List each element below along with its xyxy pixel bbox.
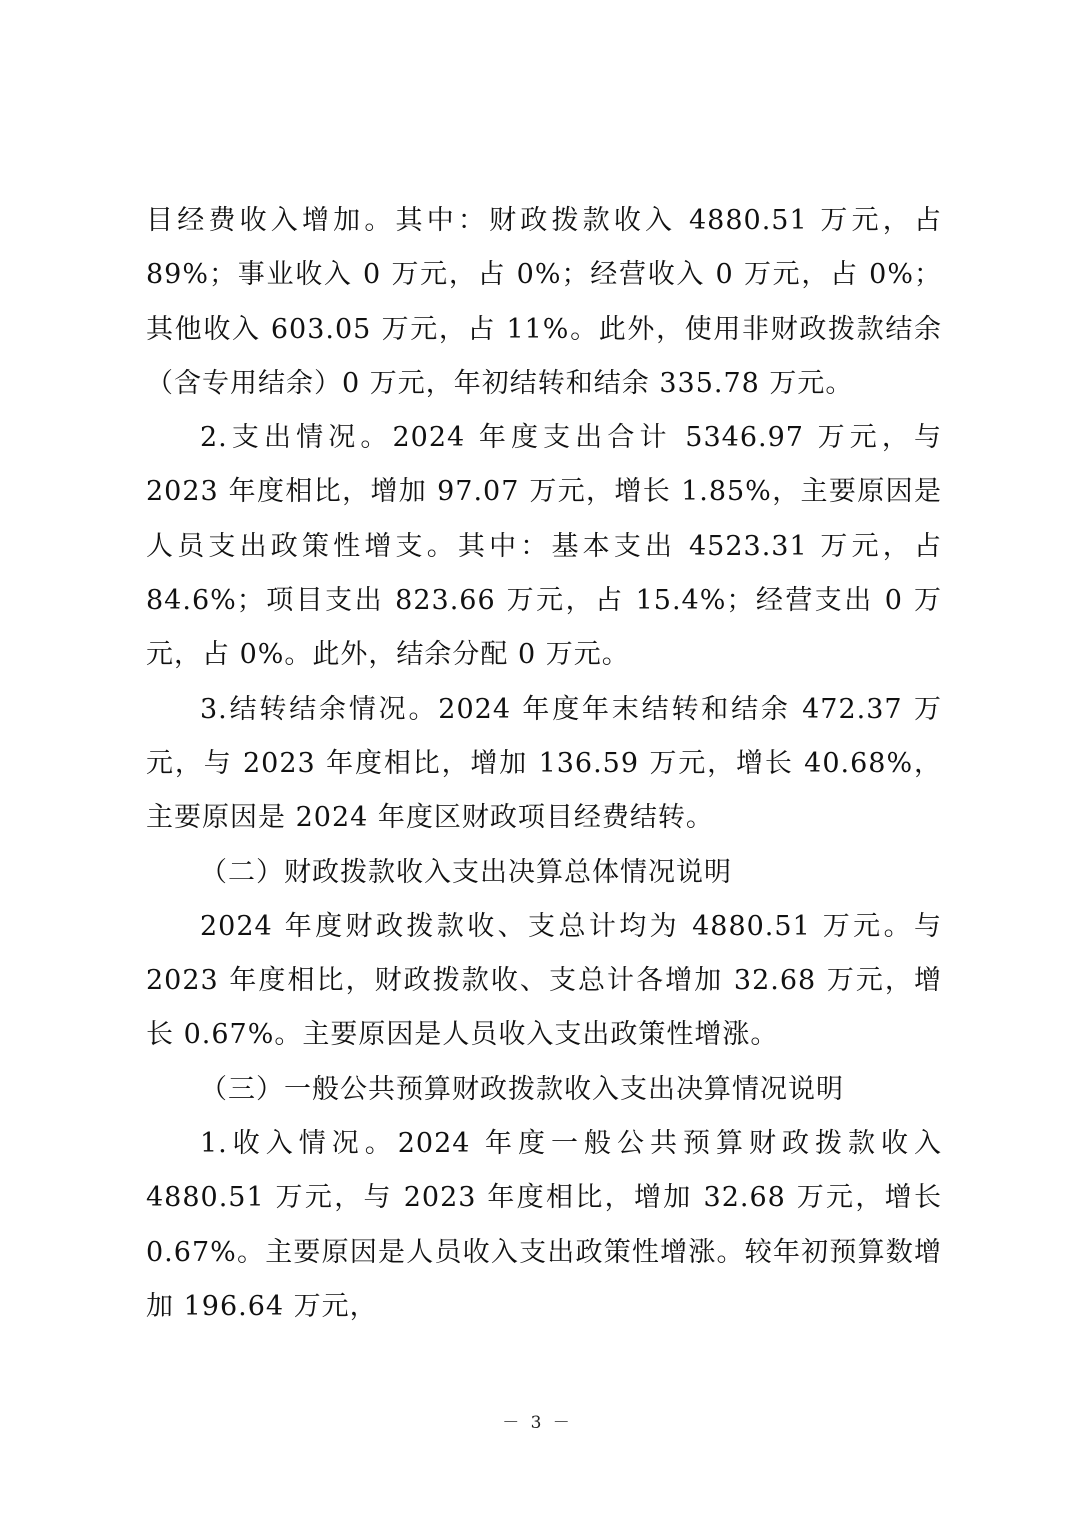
paragraph-carryover: 3.结转结余情况。2024 年度年末结转和结余 472.37 万元，与 2023 年度相比，增加 136.59 万元，增长 40.68%，主要原因是 2024 年度区财政项目经费结转。 (146, 693, 942, 834)
paragraph-fiscal-total: 2024 年度财政拨款收、支总计均为 4880.51 万元。与 2023 年度相比，财政拨款收、支总计各增加 32.68 万元，增长 0.67%。主要原因是人员收入支出政策性增涨。 (146, 910, 942, 1051)
paragraph-income-continued: 目经费收入增加。其中：财政拨款收入 4880.51 万元，占 89%；事业收入 0 万元，占 0%；经营收入 0 万元，占 0%；其他收入 603.05 万元，占 11%。此外，使用非财政拨款结余（含专用结余）0 万元，年初结转和结余 335.78 万元。 (146, 205, 942, 399)
page-number: － 3 － (502, 1413, 573, 1433)
paragraph-expenditure: 2.支出情况。2024 年度支出合计 5346.97 万元，与 2023 年度相比，增加 97.07 万元，增长 1.85%，主要原因是人员支出政策性增支。其中：基本支出 4523.31 万元，占 84.6%；项目支出 823.66 万元，占 15.4%；经营支出 0 万元，占 0%。此外，结余分配 0 万元。 (146, 422, 942, 671)
document-body (146, 194, 942, 1334)
section-heading-2: （二）财政拨款收入支出决算总体情况说明 (200, 856, 732, 888)
section-heading-3: （三）一般公共预算财政拨款收入支出决算情况说明 (200, 1073, 844, 1105)
paragraph-general-budget-income: 1.收入情况。2024 年度一般公共预算财政拨款收入 4880.51 万元，与 2023 年度相比，增加 32.68 万元，增长 0.67%。主要原因是人员收入支出政策性增涨。较年初预算数增加 196.64 万元， (146, 1128, 942, 1322)
